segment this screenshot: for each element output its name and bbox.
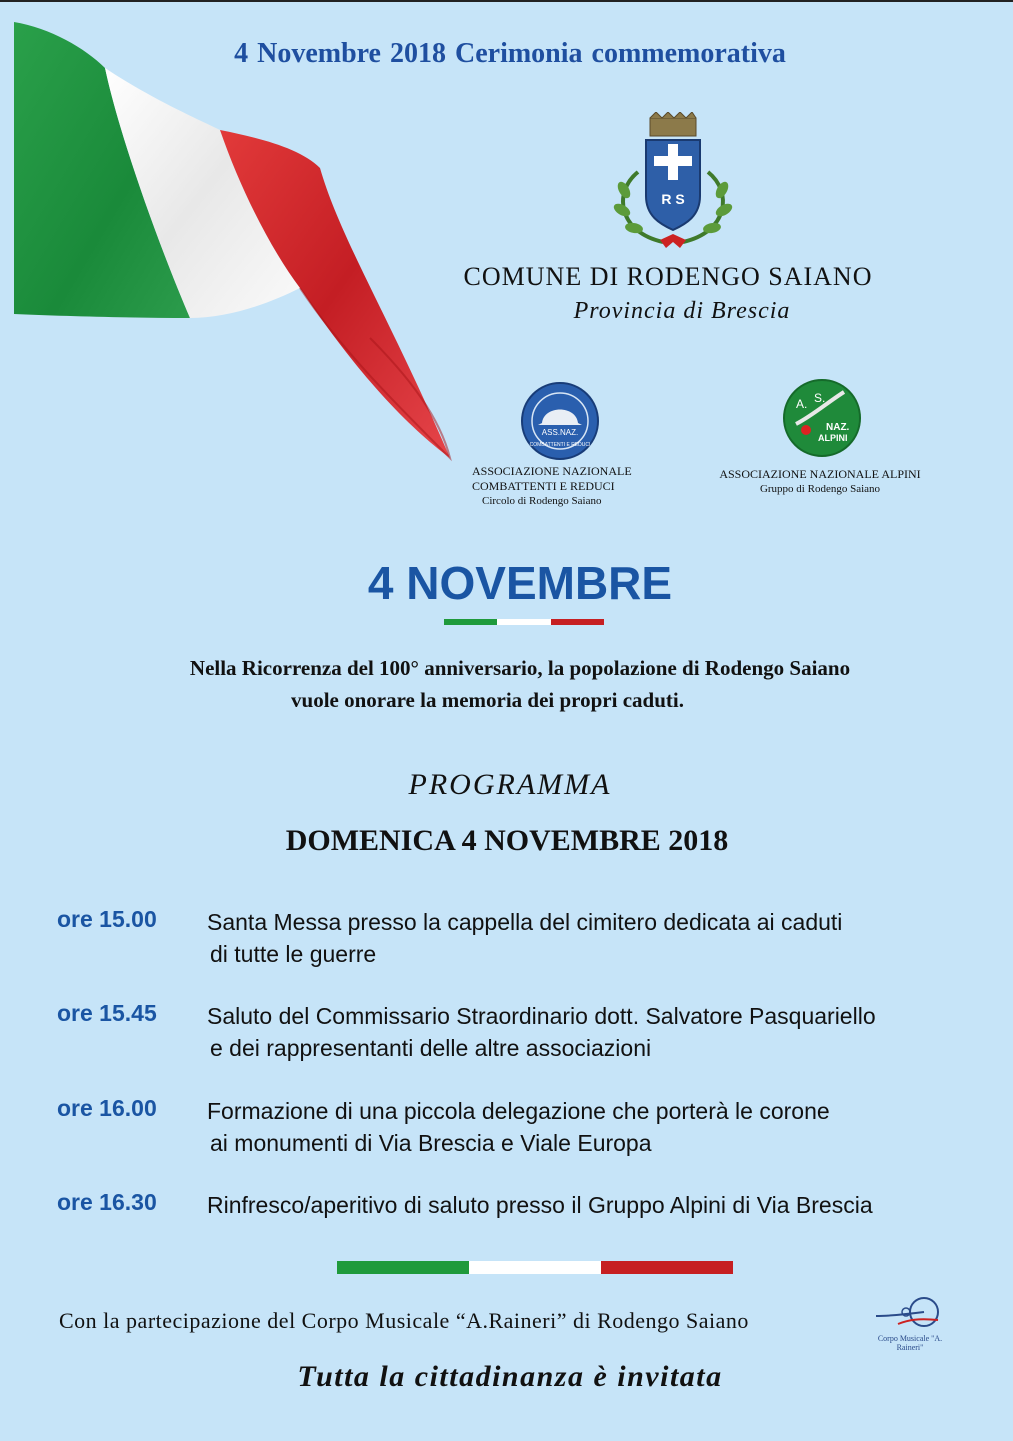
ana-logo-naz: NAZ. (826, 422, 850, 433)
anc-logo-text-bottom: COMBATTENTI E REDUCI (529, 442, 591, 448)
program-desc-line-1: Rinfresco/aperitivo di saluto presso il Gruppo Alpini di Via Brescia (207, 1192, 873, 1218)
program-time: ore 15.00 (57, 906, 157, 932)
date-heading: DOMENICA 4 NOVEMBRE 2018 (285, 824, 729, 857)
program-description (207, 1095, 830, 1159)
program-desc-line-2: di tutte le guerre (210, 941, 377, 967)
intro-line-1: Nella Ricorrenza del 100° anniversario, la popolazione di Rodengo Saiano (189, 656, 851, 680)
program-desc-line-1: Saluto del Commissario Straordinario dott. Salvatore Pasquariello (207, 1003, 876, 1029)
anc-association-logo-icon (520, 381, 600, 461)
program-description (207, 906, 842, 970)
ana-line-1: ASSOCIAZIONE NAZIONALE ALPINI (719, 467, 921, 481)
program-description (207, 1000, 876, 1064)
tricolor-divider-large (337, 1261, 733, 1274)
anc-logo-text-top: ASS.NAZ. (541, 428, 579, 437)
italian-flag-image (10, 18, 470, 478)
program-time: ore 16.00 (57, 1095, 157, 1121)
program-desc-line-2: e dei rappresentanti delle altre associazioni (210, 1035, 652, 1061)
anc-line-3: Circolo di Rodengo Saiano (482, 495, 602, 507)
anc-line-2: COMBATTENTI E REDUCI (472, 479, 615, 493)
program-time: ore 16.30 (57, 1189, 157, 1215)
crest-letters: R S (661, 191, 685, 207)
participation-text: Con la partecipazione del Corpo Musicale “A.Raineri” di Rodengo Saiano (59, 1308, 749, 1333)
top-border (0, 0, 1013, 2)
province-name: Provincia di Brescia (573, 298, 791, 324)
ana-alpini-logo-icon (782, 378, 862, 458)
ana-logo-s: S. (814, 391, 826, 405)
municipality-name: COMUNE DI RODENGO SAIANO (463, 262, 873, 291)
municipal-crest-icon (608, 112, 738, 252)
intro-line-2: vuole onorare la memoria dei propri caduti. (291, 688, 684, 712)
ana-association-caption (700, 467, 940, 497)
program-desc-line-1: Santa Messa presso la cappella del cimitero dedicata ai caduti (207, 909, 843, 935)
programma-heading: PROGRAMMA (408, 768, 612, 801)
main-title: 4 NOVEMBRE (367, 557, 673, 609)
page-header-title: 4 Novembre 2018 Cerimonia commemorativa (234, 38, 786, 69)
anc-association-caption (472, 464, 632, 509)
tricolor-divider-small (444, 619, 604, 625)
program-time: ore 15.45 (57, 1000, 157, 1026)
ana-logo-a: A. (796, 397, 808, 411)
program-desc-line-1: Formazione di una piccola delegazione che porterà le corone (207, 1098, 830, 1124)
closing-invitation: Tutta la cittadinanza è invitata (297, 1360, 723, 1393)
band-logo-caption: Corpo Musicale "A. Raineri" (877, 1334, 943, 1352)
program-description (207, 1189, 873, 1221)
anc-line-1: ASSOCIAZIONE NAZIONALE (472, 464, 632, 478)
program-desc-line-2: ai monumenti di Via Brescia e Viale Europa (210, 1130, 652, 1156)
ana-line-2: Gruppo di Rodengo Saiano (759, 483, 881, 495)
ana-logo-alpini: ALPINI (818, 433, 848, 443)
intro-text (0, 652, 1013, 716)
